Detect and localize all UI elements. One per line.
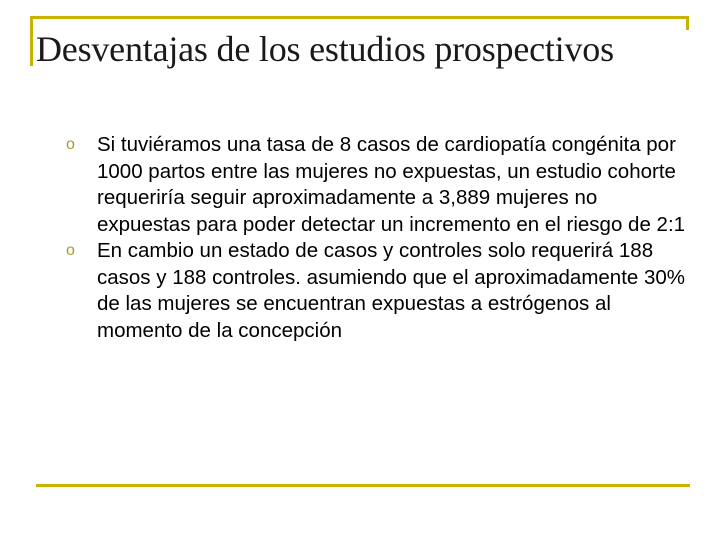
title-frame-left-rule [30, 16, 33, 66]
title-frame-top-rule [30, 16, 689, 19]
bottom-rule [36, 484, 690, 487]
bullet-list [66, 132, 686, 344]
title-frame-right-rule [686, 16, 689, 30]
bullet-item [66, 132, 686, 238]
slide-title: Desventajas de los estudios prospectivos [36, 29, 614, 69]
hollow-circle-bullet-icon: o [66, 136, 75, 153]
bullet-text: En cambio un estado de casos y controles solo requerirá 188 casos y 188 controles. asumiendo que el aproximadamente 30% de las mujeres se encuentran expuestas a estrógenos al momento de la concepción [97, 239, 686, 342]
bullet-text: Si tuviéramos una tasa de 8 casos de cardiopatía congénita por 1000 partos entre las mujeres no expuestas, un estudio cohorte requeriría seguir aproximadamente a 3,889 mujeres no expuestas para poder detectar un incremento en el riesgo de 2:1 [97, 133, 686, 236]
bullet-item [66, 238, 686, 344]
hollow-circle-bullet-icon: o [66, 242, 75, 259]
